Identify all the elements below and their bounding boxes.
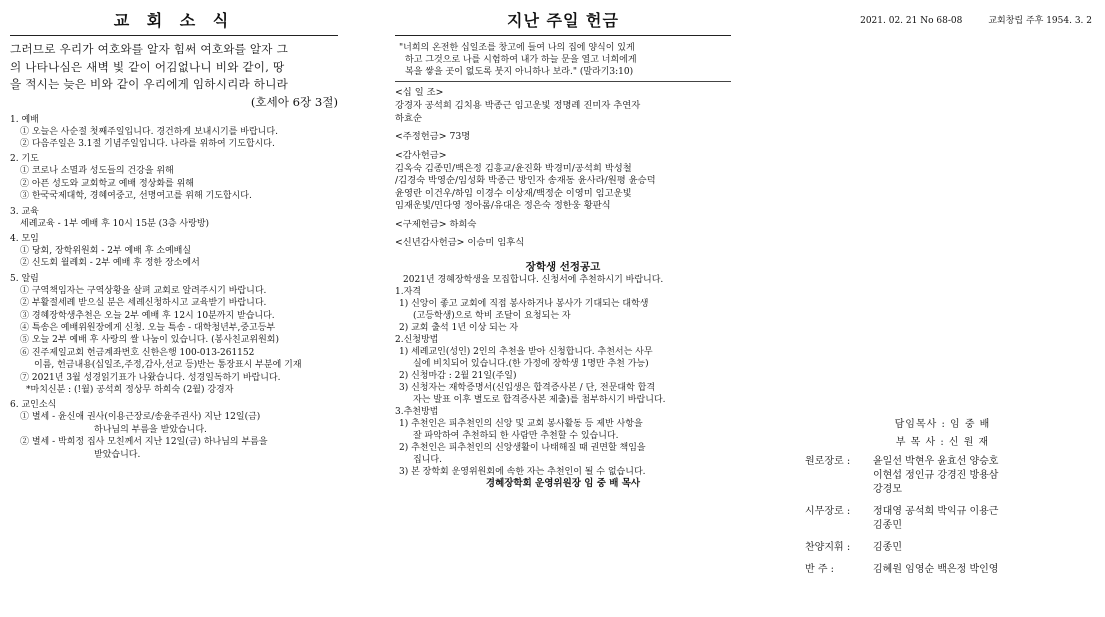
church-news-divider (10, 35, 338, 36)
news-intro-line: 그러므로 우리가 여호와를 알자 힘써 여호와를 알자 그 (10, 42, 288, 56)
scholarship-line: 1) 신앙이 좋고 교회에 직접 봉사하거나 봉사가 기대되는 대학생 (399, 299, 649, 310)
staff-row (785, 505, 1100, 533)
staff-role-label: 반 주 : (805, 564, 835, 575)
member-news-item: ② 별세 - 박희정 집사 모친께서 지난 12일(금) 하나님의 부름을 (20, 437, 268, 448)
member-news-item: ① 별세 - 윤신애 권사(이용근장로/송윤주권사) 지난 12일(금) (20, 412, 261, 423)
staff-names (873, 505, 1100, 533)
education-item: 세례교육 - 1부 예배 후 10시 15분 (3층 사랑방) (20, 218, 210, 229)
scholarship-title: 장학생 선정공고 (525, 261, 601, 274)
news-intro-source: (호세아 6장 3절) (250, 94, 338, 109)
alert-item: ③ 경혜장학생추천은 오늘 2부 예배 후 12시 10분까지 받습니다. (20, 310, 275, 321)
meeting-item: ① 당회, 장학위원회 - 2부 예배 후 소예배실 (20, 245, 192, 256)
alert-item: ⑤ 오늘 2부 예배 후 사랑의 쌀 나눔이 있습니다. (봉사친교위원회) (20, 335, 280, 346)
prayer-item: ① 코로나 소멸과 성도들의 건강을 위해 (20, 166, 174, 177)
newyear-offering-label: <신년감사헌금> 이승미 임후식 (395, 237, 525, 249)
staff-name-line: 이현섭 정인규 강경진 방용삼 (873, 470, 999, 481)
alert-item-continuation: 이름, 헌금내용(십일조,주정,감사,선교 등)반는 통장표시 부분에 기재 (34, 360, 302, 371)
scholarship-line: 실에 비치되어 있습니다.(한 가정에 장학생 1명만 추천 가능) (413, 359, 649, 370)
section-prayer-title: 2. 기도 (10, 154, 39, 165)
scholarship-heading: 2.신청방법 (395, 335, 439, 346)
staff-name-line: 김혜원 임영순 백은정 박인영 (873, 564, 999, 575)
scholarship-line: 2) 추천인은 피추천인의 신앙생활이 나태해질 때 권면할 책임을 (399, 443, 646, 454)
staff-name-line: 정대영 공석희 박익규 이용근 (873, 506, 999, 517)
alert-item: ⑦ 2021년 3월 성경읽기표가 나왔습니다. 성경일독하기 바랍니다. (20, 372, 281, 383)
senior-pastor: 담임목사 : 임 중 배 (894, 419, 991, 430)
staff-names (873, 455, 1100, 497)
alert-note: *마치신분 : (!월) 공석희 정상무 하희숙 (2월) 강경자 (26, 385, 234, 395)
staff-role-label: 시무장로 : (805, 506, 851, 517)
worship-item: ② 다음주일은 3.1절 기념주일입니다. 나라를 위하여 기도합시다. (20, 138, 275, 149)
member-news-item-cont: 받았습니다. (94, 449, 141, 460)
church-info-column (785, 0, 1100, 617)
staff-name-line: 김종민 (873, 542, 902, 553)
staff-rows (785, 455, 1100, 577)
thanks-names: /김경숙 박영순/임성화 박종근 방인자 송재동 윤사라/원평 윤승덕 (395, 175, 656, 187)
section-members-title: 6. 교인소식 (10, 400, 57, 411)
verse-line: 하고 그것으로 나를 시험하여 내가 하늘 문을 열고 너희에게 (405, 55, 637, 65)
worship-item: ① 오늘은 사순절 첫째주일입니다. 경건하게 보내시기를 바랍니다. (20, 126, 278, 137)
scholarship-heading: 1.자격 (395, 287, 421, 298)
staff-name-line: 강경모 (873, 484, 902, 495)
meeting-item: ② 신도회 월례회 - 2부 예배 후 정한 장소에서 (20, 258, 200, 269)
scholarship-line: 3) 본 장학회 운영위원회에 속한 자는 추천인이 될 수 없습니다. (399, 467, 646, 478)
weekly-offering-label: <주정헌금> 73명 (395, 131, 471, 143)
staff-role-label: 원로장로 : (805, 456, 851, 467)
prayer-item: ③ 한국국제대학, 경혜여중고, 선명여고를 위해 기도합시다. (20, 191, 252, 202)
staff-row (785, 455, 1100, 497)
news-intro-line: 을 적시는 늦은 비와 같이 우리에게 임하시리라 하니라 (10, 77, 288, 91)
scholarship-line: 2) 신청마감 : 2월 21일(주일) (399, 371, 517, 382)
scholarship-heading: 3.추천방법 (395, 407, 439, 418)
associate-pastor: 부 목 사 : 신 원 재 (895, 437, 990, 448)
staff-name-line: 김종민 (873, 520, 902, 531)
alert-item: ⑥ 진주제일교회 헌금계좌번호 신한은행 100-013-261152 (20, 347, 255, 358)
news-intro-line: 의 나타나심은 새벽 빛 같이 어김없나니 비와 같이, 땅 (10, 59, 285, 74)
scholarship-line: 자는 발표 이후 별도로 합격증사본 제출)를 첨부하시기 바랍니다. (413, 395, 666, 406)
staff-row (785, 563, 1100, 577)
tithe-names: 하효순 (395, 112, 422, 124)
staff-role-label: 찬양지휘 : (805, 542, 851, 553)
bulletin-date-number: 2021. 02. 21 No 68-08 (860, 16, 963, 26)
verse-line: "너희의 온전한 십일조를 창고에 들여 나의 집에 양식이 있게 (399, 43, 635, 53)
staff-name-line: 윤일선 박현우 윤효선 양승호 (873, 456, 999, 467)
scholarship-signature: 경혜장학회 운영위원장 임 중 배 목사 (485, 478, 641, 490)
thanks-names: 윤영란 이건우/하임 이경수 이상재/백정순 이영미 임고운빛 (395, 187, 632, 199)
tithe-label: <십 일 조> (395, 87, 444, 98)
section-worship-title: 1. 예배 (10, 114, 39, 125)
staff-row (785, 541, 1100, 555)
relief-offering-label: <구제헌금> 하희숙 (395, 218, 477, 230)
section-meeting-title: 4. 모임 (10, 233, 39, 244)
section-alerts-title: 5. 알림 (10, 273, 39, 284)
scholarship-line: 잘 파악하여 추천하되 한 사람만 추천할 수 있습니다. (413, 431, 619, 442)
staff-names (873, 563, 1100, 577)
tithe-names: 강경자 공석희 김치용 박종근 임고운빛 정명례 진미자 추연자 (395, 100, 641, 112)
thanks-label: <감사헌금> (395, 149, 447, 161)
offering-title: 지난 주일 헌금 (507, 11, 619, 30)
scholarship-line: 3) 신청자는 재학증명서(신입생은 합격증사본 / 단, 전문대학 합격 (399, 383, 656, 394)
scholarship-lines (395, 286, 731, 478)
staff-names (873, 541, 1100, 555)
scholarship-line: 2) 교회 출석 1년 이상 되는 자 (399, 323, 519, 334)
staff-list (785, 416, 1100, 577)
section-education-title: 3. 교육 (10, 206, 39, 217)
church-founded: 교회창립 주후 1954. 3. 2 (988, 16, 1092, 26)
church-news-column (10, 0, 338, 461)
scholarship-line: 1) 세례교인(성인) 2인의 추천을 받아 신청합니다. 추천서는 사무 (399, 347, 653, 358)
scholarship-intro: 2021년 경혜장학생을 모집합니다. 신청서에 추천하시기 바랍니다. (403, 275, 664, 286)
alert-item: ④ 특송은 예배위원장에게 신청. 오늘 특송 - 대학청년부,중고등부 (20, 322, 276, 333)
scholarship-line: 1) 추천인은 피추천인의 신앙 및 교회 봉사활동 등 제반 사항을 (399, 419, 643, 430)
church-news-title: 교 회 소 식 (113, 11, 235, 30)
verse-line: 복을 쌓을 곳이 없도록 붓지 아니하나 보라." (말라기3:10) (405, 67, 634, 77)
prayer-item: ② 아픈 성도와 교회학교 예배 정상화를 위해 (20, 178, 194, 189)
scholarship-line: 집니다. (413, 455, 442, 466)
thanks-names: 김옥숙 김종민/백은정 김흥교/윤진화 박경미/공석희 박성철 (395, 163, 632, 175)
alert-item: ② 부활절세례 받으실 분은 세례신청하시고 교육받기 바랍니다. (20, 298, 267, 309)
offering-column (395, 0, 731, 490)
alert-item: ① 구역책임자는 구역상황을 살펴 교회로 알려주시기 바랍니다. (20, 285, 267, 296)
scholarship-line: (고등학생)으로 학비 조달이 요청되는 자 (413, 311, 571, 322)
offering-divider (395, 35, 731, 36)
tithe-block (395, 87, 731, 125)
offering-verse (395, 42, 731, 82)
member-news-item-cont: 하나님의 부름을 받았습니다. (94, 424, 207, 435)
thanks-names: 임재운빛/민다영 정아롬/유대은 정은숙 정한웅 황판식 (395, 200, 611, 212)
masthead (860, 13, 1092, 26)
thanks-block (395, 150, 731, 213)
